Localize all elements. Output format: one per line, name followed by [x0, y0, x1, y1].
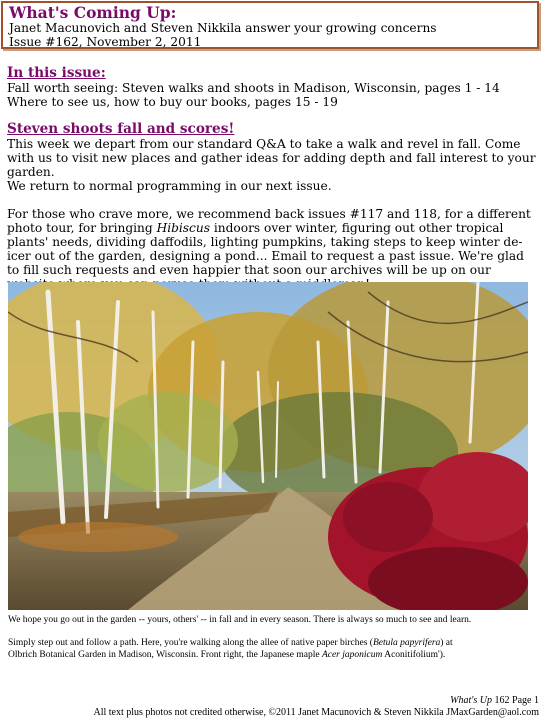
caption-3-italic: Acer japonicum	[321, 650, 383, 660]
para3-text: For those who crave more, we recommend back issues #117 and 118, for a different photo tour, for bringing	[7, 207, 531, 235]
caption-2-italic: Betula papyrifera	[372, 638, 441, 648]
para3-text-end: indoors over winter, figuring out other tropical plants' needs, dividing daffodils, lighting pumpkins, taking steps to keep winter de-icer out of the garden, designing a pond... Email to request a past issue. We're glad to fill such requests and even happier that soon our archives will be up on our	[7, 221, 524, 277]
caption-3-text: Olbrich Botanical Garden in Madison, Wisconsin. Front right, the Japanese maple	[8, 650, 322, 660]
newsletter-title: What's Coming Up:	[9, 3, 177, 22]
contents-line-1: Fall worth seeing: Steven walks and shoots in Madison, Wisconsin, pages 1 - 14	[7, 81, 500, 95]
issue-contents	[7, 81, 539, 109]
article-paragraph-2: We return to normal programming in our next issue.	[7, 179, 332, 193]
newsletter-header	[1, 1, 539, 49]
footer-page-number: 162 Page 1	[492, 695, 539, 706]
photo-caption-1: We hope you go out in the garden -- yours, others' -- in fall and in every season. There is always so much to see and learn.	[8, 615, 472, 625]
article-heading: Steven shoots fall and scores!	[7, 121, 235, 137]
article-paragraph-1: This week we depart from our standard Q&A to take a walk and revel in fall. Come with us to visit new places and gather ideas for adding depth and fall interest to your garden.	[7, 137, 536, 179]
photo-caption-3	[8, 649, 538, 661]
page-footer-label	[450, 695, 539, 706]
caption-3-text-end: Aconitifolium').	[382, 650, 446, 660]
garden-path-photo	[8, 282, 528, 610]
para3-italic: Hibiscus	[156, 221, 210, 235]
article-paragraph-3	[7, 207, 539, 291]
issue-number: Issue #162, November 2, 2011	[9, 35, 202, 49]
footer-pub-name: What's Up	[450, 695, 493, 706]
in-this-issue-heading: In this issue:	[7, 65, 106, 81]
newsletter-subtitle: Janet Macunovich and Steven Nikkila answer your growing concerns	[9, 21, 437, 35]
caption-2-text-end: ) at	[440, 638, 453, 648]
contents-line-2: Where to see us, how to buy our books, pages 15 - 19	[7, 95, 338, 109]
photo-caption-2	[8, 637, 538, 649]
caption-2-text: Simply step out and follow a path. Here, you're walking along the allee of native paper birches (	[8, 638, 373, 648]
copyright-footer: All text plus photos not credited otherwise, ©2011 Janet Macunovich & Steven Nikkila JMaxGarden@aol.com	[93, 707, 539, 718]
